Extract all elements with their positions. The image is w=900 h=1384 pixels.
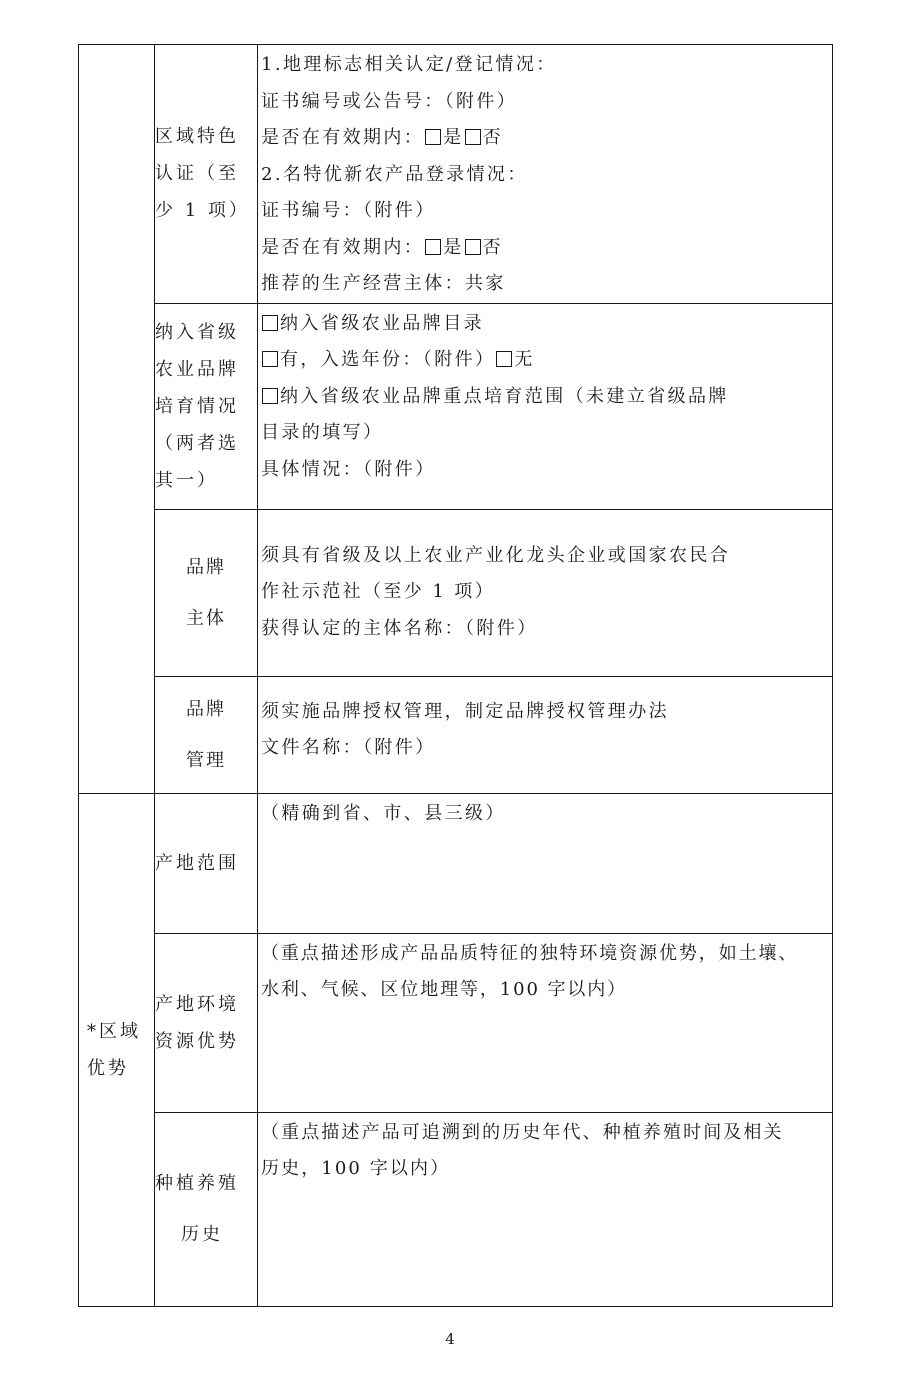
row-provincial-brand — [79, 303, 833, 509]
row-environment — [79, 933, 833, 1112]
regional-cert-content — [258, 45, 833, 304]
history-content: （重点描述产品可追溯到的历史年代、种植养殖时间及相关 历史，100 字以内） — [258, 1112, 833, 1306]
provincial-brand-label: 纳入省级 农业品牌 培育情况 （两者选 其一） — [155, 303, 258, 509]
brand-catalog-option: 纳入省级农业品牌目录 — [261, 306, 832, 343]
brand-subject-label: 品牌 主体 — [155, 509, 258, 676]
environment-content: （重点描述形成产品品质特征的独特环境资源优势，如土壤、 水利、气候、区位地理等，100 字以内） — [258, 933, 833, 1112]
yes-checkbox[interactable] — [425, 129, 441, 145]
application-form-table — [78, 44, 833, 1307]
key-cultivation-checkbox[interactable] — [262, 388, 278, 404]
history-label: 种植养殖 历史 — [155, 1112, 258, 1306]
no-checkbox[interactable] — [465, 129, 481, 145]
row-history — [79, 1112, 833, 1306]
page-number: 4 — [445, 1330, 455, 1348]
environment-label: 产地环境 资源优势 — [155, 933, 258, 1112]
none-checkbox[interactable] — [496, 351, 512, 367]
row-regional-cert — [79, 45, 833, 304]
specialty-product-heading: 2.名特优新农产品登录情况： — [261, 163, 528, 185]
catalog-note-line: 目录的填写） — [261, 422, 384, 443]
recommended-subject-line: 推荐的生产经营主体：共家 — [261, 273, 506, 294]
origin-range-label: 产地范围 — [155, 793, 258, 933]
regional-advantage-label: *区域 优势 — [79, 793, 155, 1306]
cert-number-line-2: 证书编号：（附件） — [261, 200, 436, 221]
regional-cert-label: 区域特色 认证（至 少 1 项） — [155, 45, 258, 304]
validity-line-2: 是否在有效期内： 是 否 — [261, 236, 504, 258]
brand-catalog-checkbox[interactable] — [262, 315, 278, 331]
has-checkbox[interactable] — [262, 351, 278, 367]
cert-number-line: 证书编号或公告号：（附件） — [261, 90, 518, 112]
validity-line-1: 是否在有效期内： 是 否 — [261, 127, 504, 148]
yes-checkbox[interactable] — [425, 239, 441, 255]
brand-management-label: 品牌 管理 — [155, 676, 258, 793]
brand-management-content: 须实施品牌授权管理，制定品牌授权管理办法 文件名称：（附件） — [258, 676, 833, 793]
brand-subject-content: 须具有省级及以上农业产业化龙头企业或国家农民合 作社示范社（至少 1 项） 获得认定的主体名称：（附件） — [258, 509, 833, 676]
row-brand-management — [79, 676, 833, 793]
selected-year-line: 有，入选年份：（附件） 无 — [261, 342, 832, 379]
details-line: 具体情况：（附件） — [261, 458, 436, 480]
geo-indication-heading: 1.地理标志相关认定/登记情况： — [261, 54, 557, 75]
origin-range-content: （精确到省、市、县三级） — [258, 793, 833, 933]
row-origin-range — [79, 793, 833, 933]
row-brand-subject — [79, 509, 833, 676]
provincial-brand-content — [258, 303, 833, 509]
empty-group-cell — [79, 45, 155, 794]
key-cultivation-option: 纳入省级农业品牌重点培育范围（未建立省级品牌 — [261, 379, 832, 416]
no-checkbox[interactable] — [465, 239, 481, 255]
